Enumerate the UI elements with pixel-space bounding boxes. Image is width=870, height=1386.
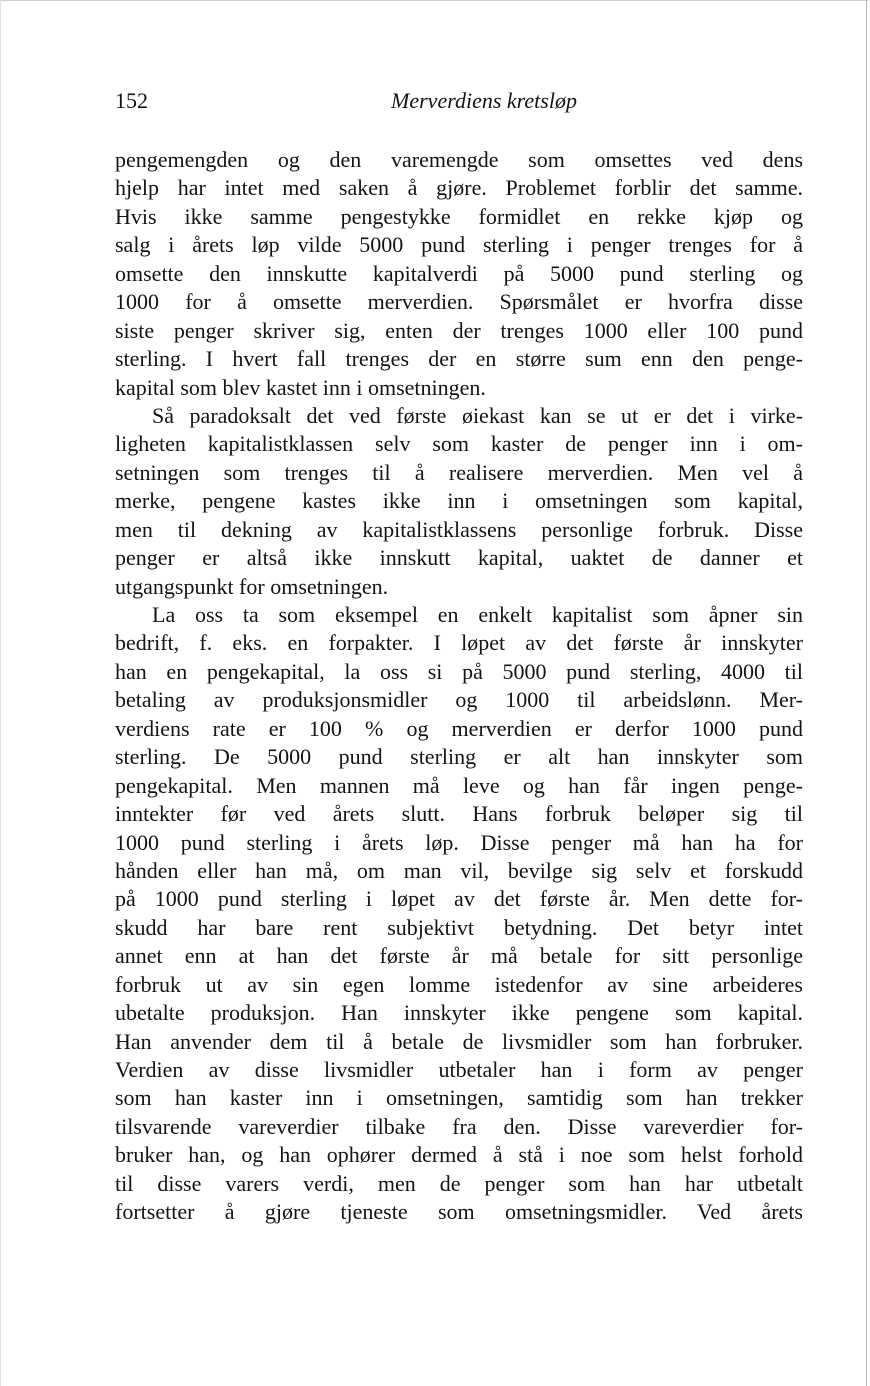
text-line: verdiens rate er 100 % og merverdien er derfor 1000 pund <box>115 715 803 741</box>
text-line: 1000 pund sterling i årets løp. Disse penger må han ha for <box>115 829 803 855</box>
text-line: omsette den innskutte kapitalverdi på 5000 pund sterling og <box>115 260 803 286</box>
text-line: som han kaster inn i omsetningen, samtidig som han trekker <box>115 1085 803 1111</box>
text-line: betaling av produksjonsmidler og 1000 til arbeidslønn. Mer- <box>115 687 803 713</box>
text-line: La oss ta som eksempel en enkelt kapitalist som åpner sin <box>152 602 803 627</box>
paragraph <box>115 601 803 1227</box>
text-line: Hvis ikke samme pengestykke formidlet en rekke kjøp og <box>115 203 803 229</box>
text-line: tilsvarende vareverdier tilbake fra den. Disse vareverdier for- <box>115 1113 803 1139</box>
page-header <box>115 88 803 118</box>
text-line: skudd har bare rent subjektivt betydning. Det betyr intet <box>115 914 803 940</box>
text-line: fortsetter å gjøre tjeneste som omsetningsmidler. Ved årets <box>115 1199 803 1225</box>
text-line: men til dekning av kapitalistklassens personlige forbruk. Disse <box>115 516 803 542</box>
text-line: sterling. De 5000 pund sterling er alt han innskyter som <box>115 744 803 770</box>
text-line: Verdien av disse livsmidler utbetaler han i form av penger <box>115 1057 803 1082</box>
body-text <box>115 146 803 1227</box>
text-line: bedrift, f. eks. en forpakter. I løpet av det første år innskyter <box>115 630 803 656</box>
page-edge-left <box>0 0 1 1386</box>
text-line: siste penger skriver sig, enten der trenges 1000 eller 100 pund <box>115 317 803 343</box>
text-line: hånden eller han må, om man vil, bevilge sig selv et forskudd <box>115 857 803 883</box>
text-line: på 1000 pund sterling i løpet av det første år. Men dette for- <box>115 886 803 912</box>
text-line: bruker han, og han ophører dermed å stå i noe som helst forhold <box>115 1142 803 1168</box>
text-line: setningen som trenges til å realisere merverdien. Men vel å <box>115 459 803 485</box>
running-title: Merverdiens kretsløp <box>391 88 577 113</box>
page-edge-top <box>0 0 868 1</box>
text-line: til disse varers verdi, men de penger som han har utbetalt <box>115 1170 803 1196</box>
page-number: 152 <box>115 88 148 113</box>
paragraph <box>115 402 803 601</box>
text-line: han en pengekapital, la oss si på 5000 pund sterling, 4000 til <box>115 658 803 684</box>
text-line: sterling. I hvert fall trenges der en større sum enn den penge- <box>115 346 803 372</box>
text-line: annet enn at han det første år må betale for sitt personlige <box>115 943 803 969</box>
text-line: Han anvender dem til å betale de livsmidler som han forbruker. <box>115 1028 803 1054</box>
text-line: merke, pengene kastes ikke inn i omsetningen som kapital, <box>115 488 803 514</box>
text-line: kapital som blev kastet inn i omsetningen. <box>115 374 486 400</box>
text-line: hjelp har intet med saken å gjøre. Problemet forblir det samme. <box>115 175 803 201</box>
text-line: pengemengden og den varemengde som omsettes ved dens <box>115 147 803 172</box>
page-edge-right <box>866 0 867 1386</box>
text-line: penger er altså ikke innskutt kapital, uaktet de danner et <box>115 545 803 571</box>
text-line: salg i årets løp vilde 5000 pund sterling i penger trenges for å <box>115 232 803 258</box>
text-line: forbruk ut av sin egen lomme istedenfor av sine arbeideres <box>115 971 803 997</box>
paragraph <box>115 146 803 402</box>
text-line: inntekter før ved årets slutt. Hans forbruk beløper sig til <box>115 801 803 827</box>
text-line: ligheten kapitalistklassen selv som kaster de penger inn i om- <box>115 431 803 457</box>
text-line: Så paradoksalt det ved første øiekast kan se ut er det i virke- <box>152 402 803 428</box>
text-line: utgangspunkt for omsetningen. <box>115 573 389 599</box>
text-line: 1000 for å omsette merverdien. Spørsmålet er hvorfra disse <box>115 289 803 315</box>
text-line: ubetalte produksjon. Han innskyter ikke pengene som kapital. <box>115 1000 803 1026</box>
text-line: pengekapital. Men mannen må leve og han får ingen penge- <box>115 772 803 798</box>
